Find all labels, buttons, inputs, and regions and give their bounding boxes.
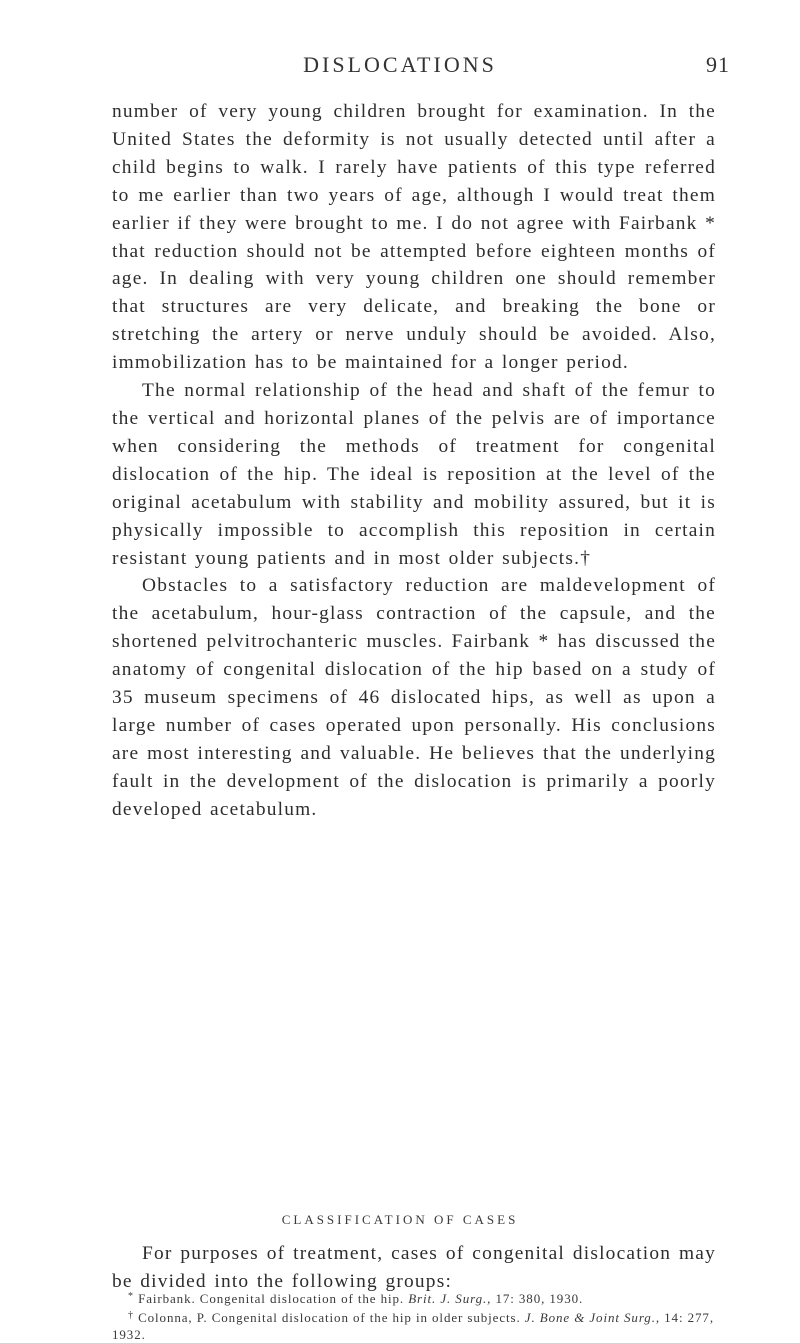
footnote-colonna (112, 1307, 716, 1343)
paragraph-continued: number of very young children brought for examination. In the United States the deformity is not usually detected until after a child begins to walk. I rarely have patients of this type referred to me earlier than two years of age, although I would treat them earlier if they were brought to me. I do not agree with Fairbank * that reduction should not be attempted before eighteen months of age. In dealing with very young children one should remember that structures are very delicate, and breaking the bone or stretching the artery or nerve unduly should be avoided. Also, immobilization has to be maintained for a longer period. (112, 101, 716, 374)
footnote-reference: 14: 277, 1932. (112, 1310, 714, 1342)
paragraph-normal-relationship: The normal relationship of the head and shaft of the femur to the vertical and horizontal planes of the pelvis are of importance when considering the methods of treatment for congenital dislocation of the hip. The ideal is reposition at the level of the original acetabulum with stability and mobility assured, but it is physically impossible to accomplish this reposition in certain resistant young patients and in most older subjects.† (112, 380, 716, 569)
footnote-fairbank (112, 1288, 716, 1307)
footnote-journal: Brit. J. Surg., (408, 1291, 492, 1306)
footnotes (112, 1288, 716, 1343)
footnote-text: Fairbank. Congenital dislocation of the hip. (138, 1291, 405, 1306)
footnote-text: Colonna, P. Congenital dislocation of the hip in older subjects. (138, 1310, 521, 1325)
body-text (112, 98, 716, 824)
running-title: DISLOCATIONS (303, 52, 497, 77)
paragraph-classification: For purposes of treatment, cases of congenital dislocation may be divided into the following groups: (112, 1243, 716, 1292)
footnote-marker: † (128, 1310, 134, 1321)
footnote-journal: J. Bone & Joint Surg., (524, 1310, 660, 1325)
paragraph-obstacles: Obstacles to a satisfactory reduction are maldevelopment of the acetabulum, hour-glass contraction of the capsule, and the shortened pelvitrochanteric muscles. Fairbank * has discussed the anatomy of congenital dislocation of the hip based on a study of 35 museum specimens of 46 dislocated hips, as well as upon a large number of cases operated upon personally. His conclusions are most interesting and valuable. He believes that the underlying fault in the development of the dislocation is primarily a poorly developed acetabulum. (112, 575, 716, 820)
running-head (0, 52, 800, 82)
footnote-marker: * (128, 1291, 134, 1302)
section-heading: CLASSIFICATION OF CASES (281, 1212, 519, 1227)
footnote-reference: 17: 380, 1930. (495, 1291, 584, 1306)
page-number: 91 (706, 52, 730, 77)
